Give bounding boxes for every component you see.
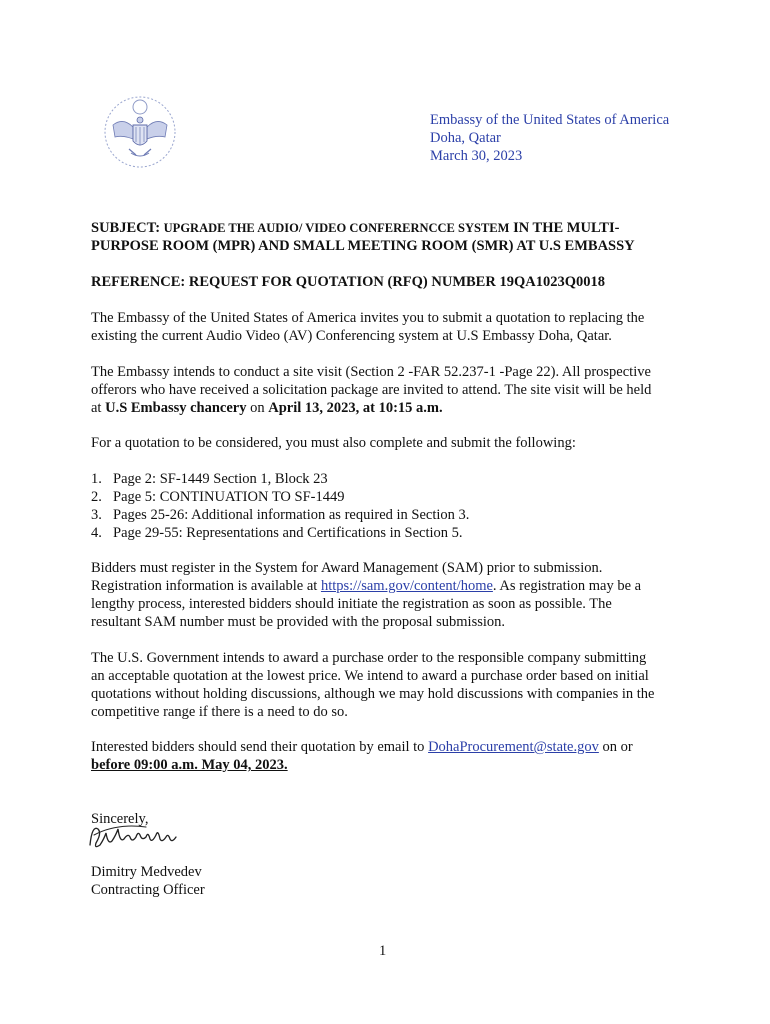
paragraph-line bbox=[91, 577, 691, 595]
signer-title: Contracting Officer bbox=[91, 882, 205, 898]
paragraph-line bbox=[91, 738, 691, 756]
text-fragment: . As registration may be a bbox=[492, 578, 642, 594]
list-text: Page 5: CONTINUATION TO SF-1449 bbox=[113, 489, 345, 505]
list-item bbox=[91, 488, 469, 506]
text-fragment: on bbox=[246, 400, 269, 416]
list-number: 3. bbox=[91, 507, 102, 523]
text-fragment: Interested bidders should send their quotation by email to bbox=[91, 739, 429, 755]
handwritten-signature bbox=[86, 815, 186, 857]
embassy-seal-logo bbox=[103, 95, 177, 169]
paragraph-line: The Embassy intends to conduct a site visit (Section 2 -FAR 52.237-1 -Page 22). All prospective bbox=[91, 364, 651, 380]
paragraph-line bbox=[91, 399, 691, 417]
page-number: 1 bbox=[379, 943, 387, 959]
site-visit-location: U.S Embassy chancery bbox=[105, 400, 247, 416]
list-text: Page 29-55: Representations and Certifications in Section 5. bbox=[113, 525, 463, 541]
paragraph-submission bbox=[91, 738, 691, 774]
paragraph-line: quotations without holding discussions, although we may hold discussions with companies in the bbox=[91, 686, 655, 702]
signer-name: Dimitry Medvedev bbox=[91, 864, 202, 880]
paragraph-sam-registration bbox=[91, 559, 691, 631]
paragraph-line: resultant SAM number must be provided with the proposal submission. bbox=[91, 614, 506, 630]
paragraph-line: The U.S. Government intends to award a purchase order to the responsible company submitting bbox=[91, 650, 647, 666]
list-item bbox=[91, 470, 469, 488]
list-item bbox=[91, 524, 469, 542]
paragraph-line: an acceptable quotation at the lowest price. We intend to award a purchase order based on initial bbox=[91, 668, 649, 684]
paragraph-line: The Embassy of the United States of America invites you to submit a quotation to replacing the bbox=[91, 310, 645, 326]
subject-label: SUBJECT: bbox=[91, 220, 161, 236]
closing: Sincerely, bbox=[91, 811, 149, 827]
procurement-email-link[interactable]: DohaProcurement@state.gov bbox=[428, 739, 599, 755]
letter-date: March 30, 2023 bbox=[430, 148, 523, 164]
submission-deadline: before 09:00 a.m. May 04, 2023. bbox=[91, 757, 288, 773]
embassy-name: Embassy of the United States of America bbox=[430, 112, 670, 128]
subject-text-part1: UPGRADE THE AUDIO/ VIDEO CONFERERNCCE SYSTEM bbox=[163, 221, 510, 235]
embassy-location: Doha, Qatar bbox=[430, 130, 501, 146]
subject-text-part2: IN THE MULTI- bbox=[509, 220, 620, 236]
requirements-list bbox=[91, 470, 469, 542]
paragraph-award bbox=[91, 649, 691, 721]
paragraph-line: offerors who have received a solicitation package are invited to attend. The site visit will be held bbox=[91, 382, 652, 398]
list-text: Pages 25-26: Additional information as required in Section 3. bbox=[113, 507, 470, 523]
paragraph-line: Bidders must register in the System for Award Management (SAM) prior to submission. bbox=[91, 560, 603, 576]
sam-link[interactable]: https://sam.gov/content/home bbox=[320, 578, 493, 594]
reference-line: REFERENCE: REQUEST FOR QUOTATION (RFQ) NUMBER 19QA1023Q0018 bbox=[91, 274, 605, 290]
paragraph-line: lengthy process, interested bidders should initiate the registration as soon as possible. The bbox=[91, 596, 612, 612]
paragraph-line: competitive range if there is a need to do so. bbox=[91, 704, 348, 720]
subject-line bbox=[91, 219, 691, 255]
paragraph-invitation bbox=[91, 309, 691, 345]
text-fragment: at bbox=[91, 400, 106, 416]
subject-text-line2: PURPOSE ROOM (MPR) AND SMALL MEETING ROOM (SMR) AT U.S EMBASSY bbox=[91, 238, 635, 254]
text-fragment: on or bbox=[598, 739, 633, 755]
paragraph-requirements-intro: For a quotation to be considered, you must also complete and submit the following: bbox=[91, 435, 576, 451]
list-text: Page 2: SF-1449 Section 1, Block 23 bbox=[113, 471, 328, 487]
list-number: 4. bbox=[91, 525, 102, 541]
letterhead bbox=[430, 111, 669, 165]
list-item bbox=[91, 506, 469, 524]
text-fragment: Registration information is available at bbox=[91, 578, 321, 594]
paragraph-site-visit bbox=[91, 363, 691, 417]
site-visit-date: April 13, 2023, at 10:15 a.m. bbox=[268, 400, 443, 416]
signature-block bbox=[91, 863, 691, 899]
list-number: 2. bbox=[91, 489, 102, 505]
list-number: 1. bbox=[91, 471, 102, 487]
paragraph-line: existing the current Audio Video (AV) Conferencing system at U.S Embassy Doha, Qatar. bbox=[91, 328, 612, 344]
